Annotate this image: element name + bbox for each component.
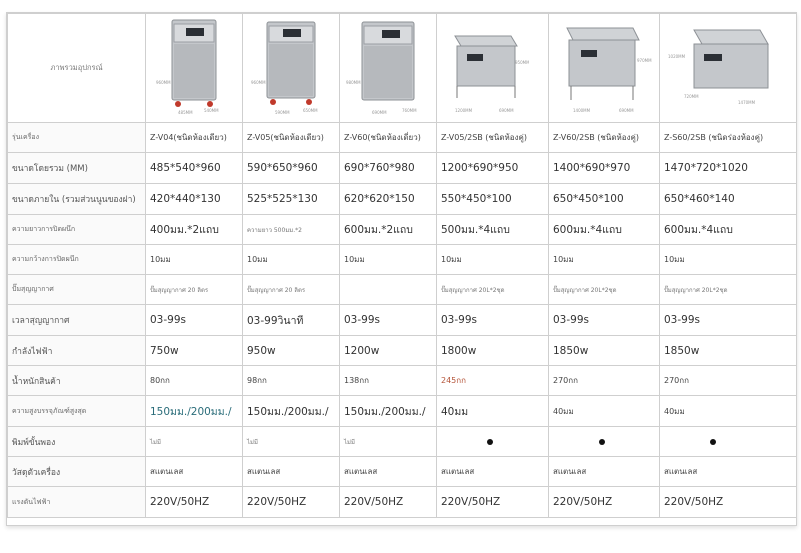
spec-cell: 10มม — [660, 245, 797, 275]
spec-cell: ปั๊มสุญญากาศ 20L*2ชุด — [549, 275, 660, 305]
spec-cell: Z-V05/2SB (ชนิดห้องคู่) — [437, 123, 549, 153]
spec-cell: Z-S60/2SB (ชนิดร่องห้องคู่) — [660, 123, 797, 153]
spec-cell: 98กก — [243, 366, 340, 396]
spec-cell: ไม่มี — [340, 427, 437, 457]
dim-label: 690MM — [499, 108, 514, 113]
spec-cell: 138กก — [340, 366, 437, 396]
spec-cell: ไม่มี — [146, 427, 243, 457]
spec-row — [8, 245, 797, 275]
spec-cell: 600มม.*4แถบ — [549, 215, 660, 245]
spec-cell: 03-99วินาที — [243, 305, 340, 336]
spec-cell: 1200*690*950 — [437, 153, 549, 184]
spec-cell: Z-V60/2SB (ชนิดห้องคู่) — [549, 123, 660, 153]
double-chamber-machine-image — [553, 14, 653, 118]
spec-row-label: วัสดุตัวเครื่อง — [8, 457, 146, 487]
dim-label: 960MM — [251, 80, 266, 85]
double-chamber-slot-machine-image — [664, 14, 790, 118]
spec-cell: 220V/50HZ — [660, 487, 797, 518]
product-image-cell — [437, 14, 549, 123]
spec-cell: ปั๊มสุญญากาศ 20 ลิตร — [243, 275, 340, 305]
spec-row — [8, 153, 797, 184]
single-chamber-machine-image — [150, 14, 238, 118]
spec-row-label: น้ำหนักสินค้า — [8, 366, 146, 396]
spec-row — [8, 366, 797, 396]
spec-cell: 03-99s — [660, 305, 797, 336]
spec-cell: 03-99s — [437, 305, 549, 336]
spec-cell — [660, 427, 797, 457]
spec-cell: 590*650*960 — [243, 153, 340, 184]
spec-cell: 03-99s — [549, 305, 660, 336]
spec-cell: 420*440*130 — [146, 184, 243, 215]
spec-row-label: ขนาดภายใน (รวมส่วนนูนของฝา) — [8, 184, 146, 215]
spec-cell: 600มม.*2แถบ — [340, 215, 437, 245]
dim-label: 960MM — [156, 80, 171, 85]
spec-row-label: พิมพ์ขั้นพอง — [8, 427, 146, 457]
spec-cell: 750w — [146, 336, 243, 366]
spec-cell: สแตนเลส — [243, 457, 340, 487]
spec-cell: 1470*720*1020 — [660, 153, 797, 184]
spec-cell: 600มม.*4แถบ — [660, 215, 797, 245]
spec-cell: 40มม — [549, 396, 660, 427]
bullet-dot-icon — [487, 439, 493, 445]
dim-label: 1200MM — [455, 108, 473, 113]
spec-cell: 950w — [243, 336, 340, 366]
spec-row — [8, 215, 797, 245]
spec-row — [8, 275, 797, 305]
spec-cell: 550*450*100 — [437, 184, 549, 215]
dim-label: 540MM — [204, 108, 219, 113]
spec-row — [8, 184, 797, 215]
spec-row-label: รุ่นเครื่อง — [8, 123, 146, 153]
spec-row — [8, 457, 797, 487]
spec-cell: 690*760*980 — [340, 153, 437, 184]
spec-cell: 245กก — [437, 366, 549, 396]
spec-row-label: กำลังไฟฟ้า — [8, 336, 146, 366]
spec-cell: Z-V05(ชนิดห้องเดียว) — [243, 123, 340, 153]
spec-cell: 10มม — [549, 245, 660, 275]
spec-row — [8, 305, 797, 336]
spec-cell: 1800w — [437, 336, 549, 366]
spec-cell: 1400*690*970 — [549, 153, 660, 184]
spec-cell: สแตนเลส — [146, 457, 243, 487]
dim-label: 950MM — [515, 60, 529, 65]
dim-label: 650MM — [303, 108, 318, 113]
spec-cell: 10มม — [146, 245, 243, 275]
spec-cell: 10มม — [243, 245, 340, 275]
dim-label: 1400MM — [573, 108, 591, 113]
spec-table — [7, 13, 797, 518]
spec-cell — [549, 427, 660, 457]
spec-cell: 1850w — [660, 336, 797, 366]
spec-cell: 500มม.*4แถบ — [437, 215, 549, 245]
spec-cell: 150มม./200มม./ — [340, 396, 437, 427]
spec-row-label: ความยาวการปิดผนึก — [8, 215, 146, 245]
spec-cell: 220V/50HZ — [340, 487, 437, 518]
spec-row — [8, 427, 797, 457]
dim-label: 690MM — [619, 108, 634, 113]
image-row — [8, 14, 797, 123]
product-image-cell — [243, 14, 340, 123]
spec-cell: 525*525*130 — [243, 184, 340, 215]
spec-cell: 270กก — [549, 366, 660, 396]
product-image-cell — [146, 14, 243, 123]
spec-cell: สแตนเลส — [340, 457, 437, 487]
spec-cell: 220V/50HZ — [437, 487, 549, 518]
dim-label: 1020MM — [668, 54, 686, 59]
spec-cell: 220V/50HZ — [146, 487, 243, 518]
header-label: ภาพรวมอุปกรณ์ — [8, 14, 146, 123]
spec-row-label: แรงดันไฟฟ้า — [8, 487, 146, 518]
spec-cell: 40มม — [437, 396, 549, 427]
dim-label: 720MM — [684, 94, 699, 99]
product-image-cell — [340, 14, 437, 123]
spec-cell: สแตนเลส — [660, 457, 797, 487]
spec-cell: สแตนเลส — [437, 457, 549, 487]
spec-cell: Z-V04(ชนิดห้องเดียว) — [146, 123, 243, 153]
product-image-cell — [549, 14, 660, 123]
spec-row-label: ปั๊มสุญญากาศ — [8, 275, 146, 305]
spec-cell: 650*450*100 — [549, 184, 660, 215]
double-chamber-machine-image — [441, 14, 529, 118]
dim-label: 970MM — [637, 58, 652, 63]
spec-row-label: ขนาดโดยรวม (MM) — [8, 153, 146, 184]
spec-cell: 620*620*150 — [340, 184, 437, 215]
spec-cell: ปั๊มสุญญากาศ 20L*2ชุด — [437, 275, 549, 305]
dim-label: 485MM — [178, 110, 193, 115]
spec-cell: 80กก — [146, 366, 243, 396]
spec-cell: ปั๊มสุญญากาศ 20 ลิตร — [146, 275, 243, 305]
bullet-dot-icon — [599, 439, 605, 445]
single-chamber-machine-image — [247, 14, 335, 118]
spec-cell: 650*460*140 — [660, 184, 797, 215]
dim-label: 980MM — [346, 80, 361, 85]
spec-cell: 400มม.*2แถบ — [146, 215, 243, 245]
spec-row-label: ความกว้างการปิดผนึก — [8, 245, 146, 275]
dim-label: 1470MM — [738, 100, 756, 105]
spec-cell: 485*540*960 — [146, 153, 243, 184]
spec-row — [8, 123, 797, 153]
spec-row — [8, 487, 797, 518]
spec-cell: 220V/50HZ — [243, 487, 340, 518]
spec-cell — [340, 275, 437, 305]
product-image-cell — [660, 14, 797, 123]
spec-cell: ความยาว 500มม.*2 — [243, 215, 340, 245]
spec-cell: ไม่มี — [243, 427, 340, 457]
spec-cell: 10มม — [340, 245, 437, 275]
spec-cell: 1200w — [340, 336, 437, 366]
spec-table-frame — [6, 12, 797, 526]
bullet-dot-icon — [710, 439, 716, 445]
spec-cell: 1850w — [549, 336, 660, 366]
spec-cell: 270กก — [660, 366, 797, 396]
spec-row — [8, 396, 797, 427]
spec-cell: 03-99s — [340, 305, 437, 336]
spec-cell: 10มม — [437, 245, 549, 275]
spec-row-label: เวลาสุญญากาศ — [8, 305, 146, 336]
spec-cell: 40มม — [660, 396, 797, 427]
spec-cell: สแตนเลส — [549, 457, 660, 487]
spec-cell: 03-99s — [146, 305, 243, 336]
spec-cell: ปั๊มสุญญากาศ 20L*2ชุด — [660, 275, 797, 305]
single-chamber-machine-image — [344, 14, 432, 118]
dim-label: 760MM — [402, 108, 417, 113]
spec-cell — [437, 427, 549, 457]
spec-cell: 150มม./200มม./ — [146, 396, 243, 427]
dim-label: 590MM — [275, 110, 290, 115]
dim-label: 690MM — [372, 110, 387, 115]
spec-cell: 220V/50HZ — [549, 487, 660, 518]
spec-row-label: ความสูงบรรจุภัณฑ์สูงสุด — [8, 396, 146, 427]
spec-cell: 150มม./200มม./ — [243, 396, 340, 427]
spec-cell: Z-V60(ชนิดห้องเดี่ยว) — [340, 123, 437, 153]
spec-row — [8, 336, 797, 366]
